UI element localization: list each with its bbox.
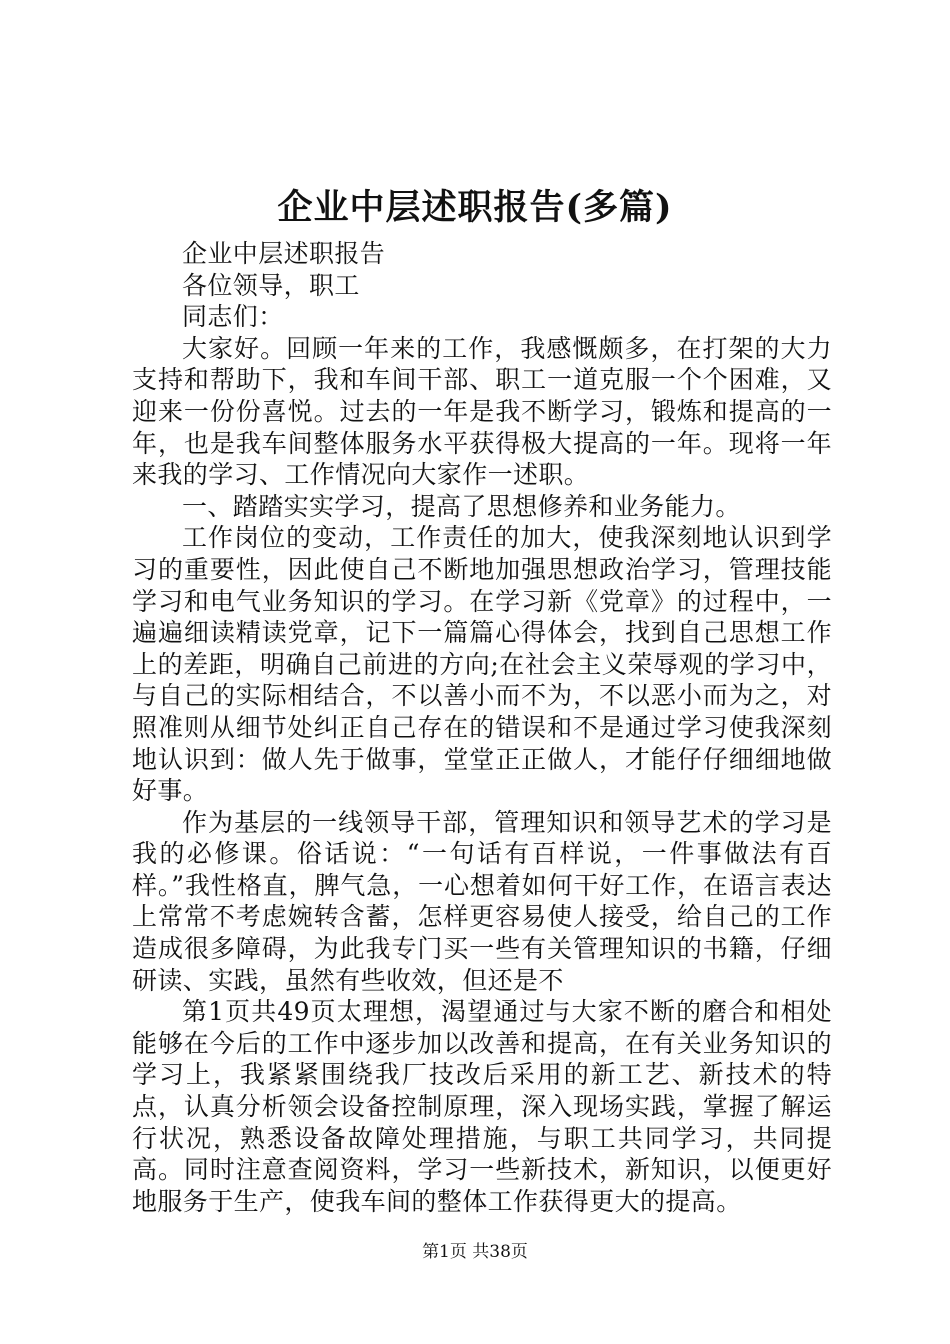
document-title: 企业中层述职报告(多篇) <box>277 187 673 228</box>
paragraph-intro: 大家好。回顾一年来的工作，我感慨颇多，在打架的大力支持和帮助下，我和车间干部、职工一道克服一个个困难，又迎来一份份喜悦。过去的一年是我不断学习，锻炼和提高的一年，也是我车间整体服务水平获得极大提高的一年。现将一年来我的学习、工作情况向大家作一述职。 <box>132 333 832 490</box>
paragraph-continued: 第1页共49页太理想，渴望通过与大家不断的磨合和相处能够在今后的工作中逐步加以改善和提高，在有关业务知识的学习上，我紧紧围绕我厂技改后采用的新工艺、新技术的特点，认真分析领会设备控制原理，深入现场实践，掌握了解运行状况，熟悉设备故障处理措施，与职工共同学习，共同提高。同时注意查阅资料，学习一些新技术，新知识，以便更好地服务于生产，使我车间的整体工作获得更大的提高。 <box>132 997 832 1216</box>
page-footer: 第1页 共38页 <box>422 1242 528 1262</box>
report-heading: 企业中层述职报告 <box>182 239 386 268</box>
paragraph-management: 作为基层的一线领导干部，管理知识和领导艺术的学习是我的必修课。俗话说：“一句话有百样说，一件事做法有百样。”我性格直，脾气急，一心想着如何干好工作，在语言表达上常常不考虑婉转含蓄，怎样更容易使人接受，给自己的工作造成很多障碍，为此我专门买一些有关管理知识的书籍，仔细研读、实践，虽然有些收效，但还是不 <box>132 807 832 995</box>
document-body <box>132 238 832 1217</box>
salutation-line-2: 同志们： <box>182 302 284 332</box>
paragraph-study: 工作岗位的变动，工作责任的加大，使我深刻地认识到学习的重要性，因此使自己不断地加强思想政治学习，管理技能学习和电气业务知识的学习。在学习新《党章》的过程中，一遍遍细读精读党章，记下一篇篇心得体会，找到自己思想工作上的差距，明确自己前进的方向;在社会主义荣辱观的学习中，与自己的实际相结合，不以善小而不为，不以恶小而为之，对照准则从细节处纠正自己存在的错误和不是通过学习使我深刻地认识到：做人先于做事，堂堂正正做人，才能仔仔细细地做好事。 <box>132 523 832 806</box>
section-heading-1: 一、踏踏实实学习，提高了思想修养和业务能力。 <box>182 491 741 521</box>
salutation-line-1: 各位领导，职工 <box>182 270 360 300</box>
